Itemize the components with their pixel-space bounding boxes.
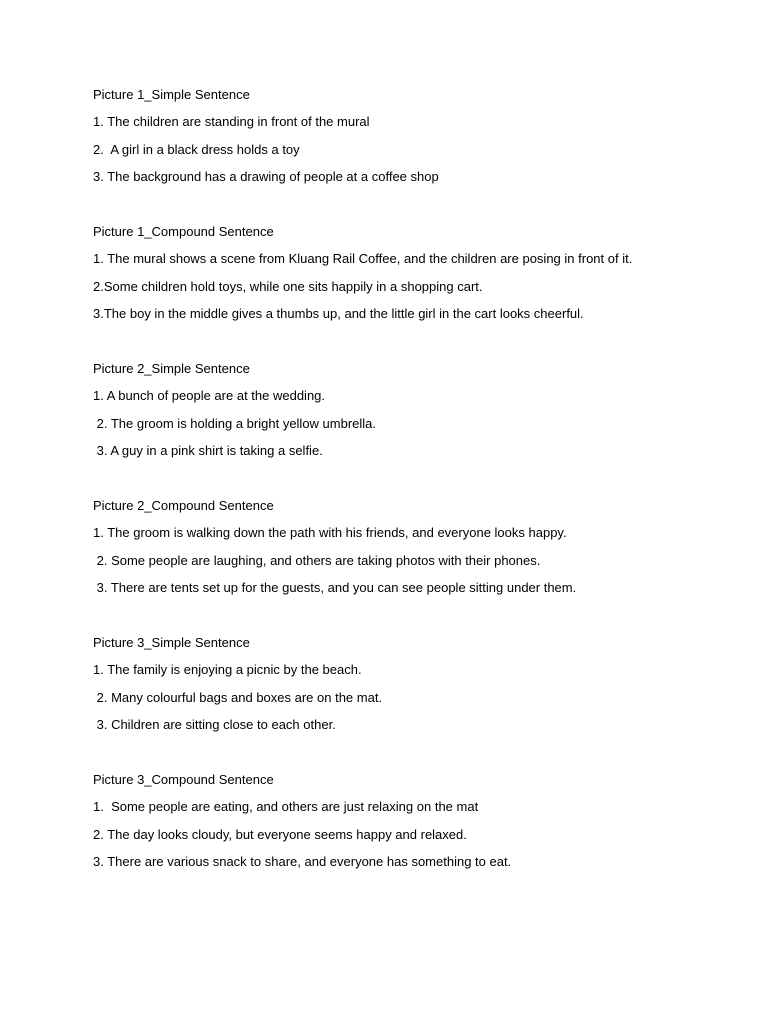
section-picture-1-compound	[93, 223, 733, 360]
sentence-line: 2.Some children hold toys, while one sits happily in a shopping cart.	[93, 278, 483, 294]
blank-line	[93, 743, 733, 770]
sentence-line: 1. The children are standing in front of the mural	[93, 114, 370, 130]
sentence-line: 2. Some people are laughing, and others are taking photos with their phones.	[93, 552, 541, 568]
sentence-line: 1. The mural shows a scene from Kluang Rail Coffee, and the children are posing in front of it.	[93, 251, 633, 267]
blank-line	[93, 196, 733, 223]
section-heading: Picture 2_Simple Sentence	[93, 360, 250, 376]
sentence-line: 2. The day looks cloudy, but everyone seems happy and relaxed.	[93, 826, 467, 842]
sentence-line: 1. Some people are eating, and others are just relaxing on the mat	[93, 799, 479, 815]
sentence-line: 2. Many colourful bags and boxes are on the mat.	[93, 689, 383, 705]
sentence-line: 2. A girl in a black dress holds a toy	[93, 141, 300, 157]
section-picture-3-compound	[93, 771, 733, 881]
sentence-line: 3. Children are sitting close to each other.	[93, 716, 336, 732]
section-heading: Picture 3_Compound Sentence	[93, 771, 274, 787]
sentence-line: 3. The background has a drawing of people at a coffee shop	[93, 169, 439, 185]
section-heading: Picture 1_Simple Sentence	[93, 87, 250, 102]
blank-line	[93, 606, 733, 633]
sentence-line: 3. A guy in a pink shirt is taking a selfie.	[93, 443, 323, 459]
section-picture-1-simple	[93, 86, 733, 223]
sentence-line: 3. There are various snack to share, and everyone has something to eat.	[93, 853, 512, 869]
section-heading: Picture 1_Compound Sentence	[93, 223, 274, 239]
section-picture-3-simple	[93, 634, 733, 771]
document-page	[93, 86, 733, 880]
sentence-line: 1. The family is enjoying a picnic by the beach.	[93, 662, 362, 678]
sentence-line: 3. There are tents set up for the guests, and you can see people sitting under them.	[93, 580, 577, 596]
section-picture-2-compound	[93, 497, 733, 634]
sentence-line: 1. The groom is walking down the path with his friends, and everyone looks happy.	[93, 525, 567, 541]
blank-line	[93, 333, 733, 360]
section-heading: Picture 2_Compound Sentence	[93, 497, 274, 513]
sentence-line: 3.The boy in the middle gives a thumbs up, and the little girl in the cart looks cheerful.	[93, 306, 584, 322]
sentence-line: 1. A bunch of people are at the wedding.	[93, 388, 326, 404]
sentence-line: 2. The groom is holding a bright yellow umbrella.	[93, 415, 377, 431]
section-heading: Picture 3_Simple Sentence	[93, 634, 250, 650]
section-picture-2-simple	[93, 360, 733, 497]
blank-line	[93, 469, 733, 496]
